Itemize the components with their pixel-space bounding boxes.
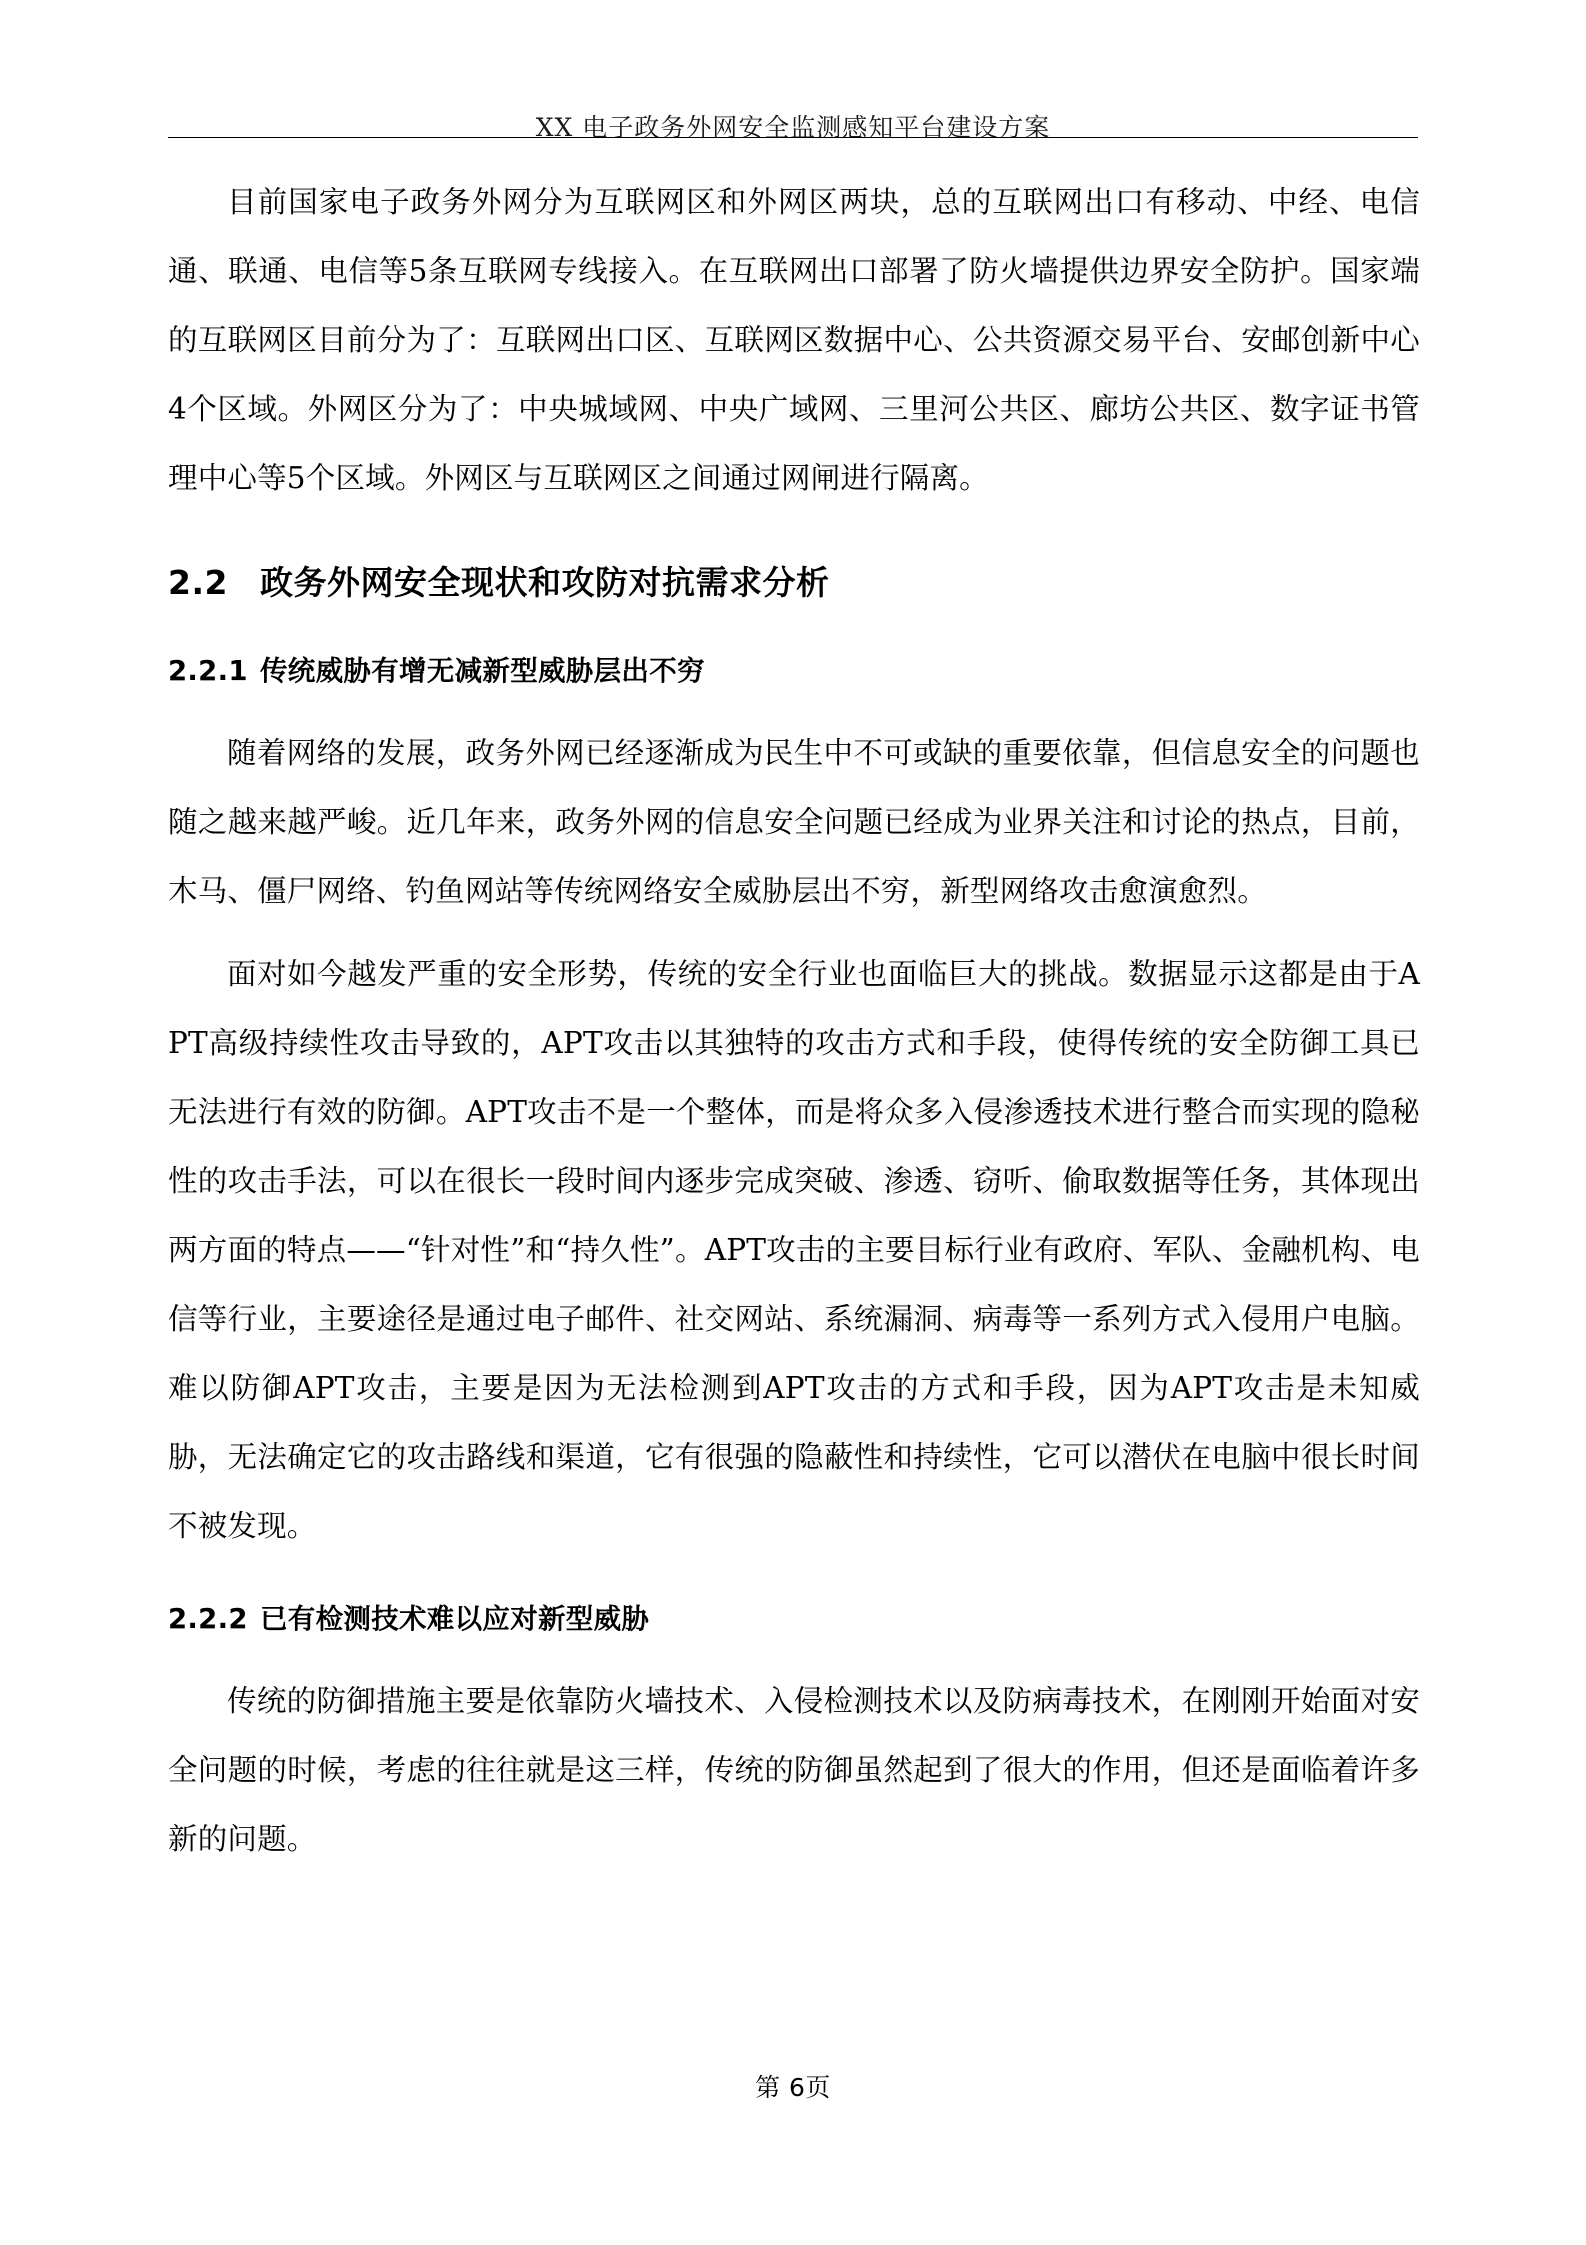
heading-2-2-2-number: 2.2.2 — [168, 1603, 248, 1635]
heading-2-2-title: 政务外网安全现状和攻防对抗需求分析 — [260, 563, 830, 602]
spacer — [168, 705, 1420, 719]
heading-2-2-1-number: 2.2.1 — [168, 655, 248, 687]
heading-2-2-number: 2.2 — [168, 563, 228, 602]
heading-2-2-1-title: 传统威胁有增无减新型威胁层出不穷 — [260, 655, 705, 687]
intro-paragraph: 目前国家电子政务外网分为互联网区和外网区两块，总的互联网出口有移动、中经、电信通、联通、电信等5条互联网专线接入。在互联网出口部署了防火墙提供边界安全防护。国家端的互联网区目前分为了：互联网出口区、互联网区数据中心、公共资源交易平台、安邮创新中心4个区域。外网区分为了：中央城域网、中央广域网、三里河公共区、廊坊公共区、数字证书管理中心等5个区域。外网区与互联网区之间通过网闸进行隔离。 — [168, 185, 1420, 495]
heading-2-2-2 — [168, 1591, 1420, 1647]
spacer — [168, 926, 1420, 940]
spacer — [168, 1653, 1420, 1667]
paragraph-1: 随着网络的发展，政务外网已经逐渐成为民生中不可或缺的重要依靠，但信息安全的问题也随之越来越严峻。近几年来，政务外网的信息安全问题已经成为业界关注和讨论的热点，目前，木马、僵尸网络、钓鱼网站等传统网络安全威胁层出不穷，新型网络攻击愈演愈烈。 — [168, 736, 1420, 908]
heading-2-2-2-title: 已有检测技术难以应对新型威胁 — [260, 1603, 650, 1635]
page-number: 第 6页 — [755, 2073, 831, 2102]
heading-2-2-1 — [168, 643, 1420, 699]
heading-2-2 — [168, 553, 1420, 613]
paragraph-3: 传统的防御措施主要是依靠防火墙技术、入侵检测技术以及防病毒技术，在刚刚开始面对安全问题的时候，考虑的往往就是这三样，传统的防御虽然起到了很大的作用，但还是面临着许多新的问题。 — [168, 1684, 1420, 1856]
page-footer — [0, 2068, 1586, 2104]
paragraph-2: 面对如今越发严重的安全形势，传统的安全行业也面临巨大的挑战。数据显示这都是由于APT高级持续性攻击导致的，APT攻击以其独特的攻击方式和手段，使得传统的安全防御工具已无法进行有效的防御。APT攻击不是一个整体，而是将众多入侵渗透技术进行整合而实现的隐秘性的攻击手法，可以在很长一段时间内逐步完成突破、渗透、窃听、偷取数据等任务，其体现出两方面的特点——“针对性”和“持久性”。APT攻击的主要目标行业有政府、军队、金融机构、电信等行业，主要途径是通过电子邮件、社交网站、系统漏洞、病毒等一系列方式入侵用户电脑。难以防御APT攻击，主要是因为无法检测到APT攻击的方式和手段，因为APT攻击是未知威胁，无法确定它的攻击路线和渠道，它有很强的隐蔽性和持续性，它可以潜伏在电脑中很长时间不被发现。 — [168, 957, 1420, 1543]
page-header — [168, 108, 1418, 152]
header-divider — [168, 137, 1418, 138]
header-title: XX 电子政务外网安全监测感知平台建设方案 — [535, 113, 1051, 142]
document-body — [168, 168, 1420, 1874]
